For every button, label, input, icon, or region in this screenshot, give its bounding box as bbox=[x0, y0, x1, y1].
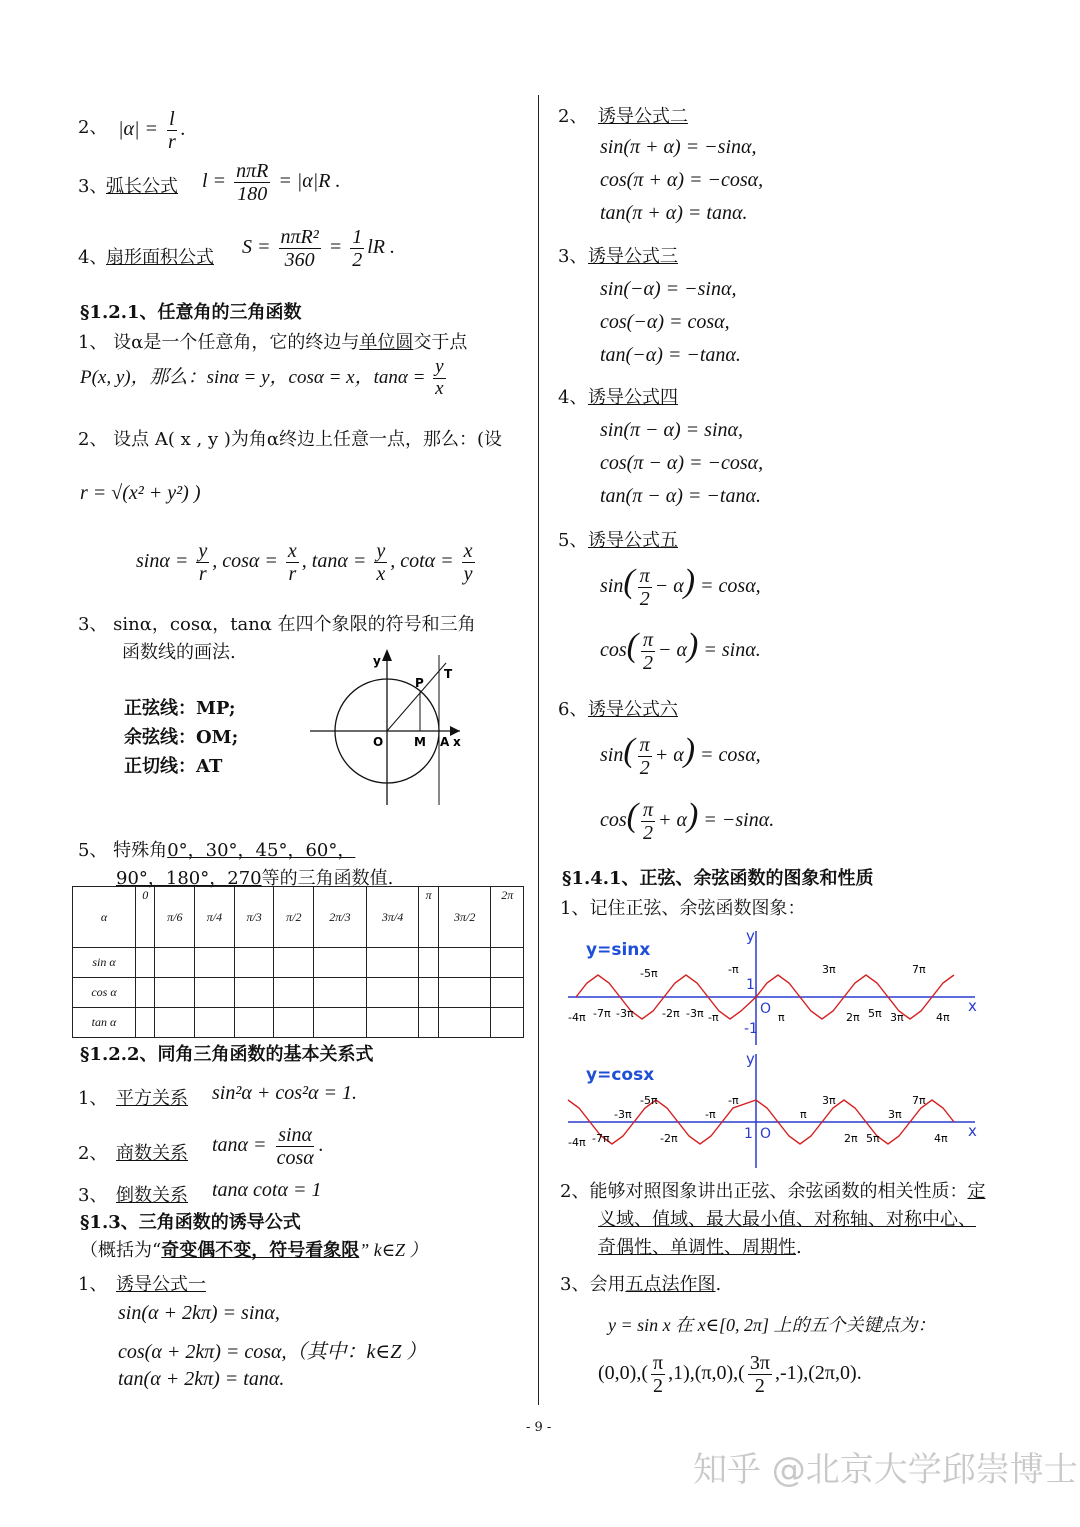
section-1-4-1-title: §1.4.1、正弦、余弦函数的图象和性质 bbox=[562, 868, 874, 889]
table-header-cell: 2π bbox=[491, 887, 524, 948]
svg-text:-3π: -3π bbox=[686, 1007, 704, 1020]
p5-line2: 90°，180°，270等的三角函数值. bbox=[116, 868, 394, 889]
p5-line1: 5、 特殊角0°，30°，45°，60°， bbox=[78, 840, 356, 861]
cosine-line-label: 余弦线：OM; bbox=[124, 727, 239, 748]
ind1-num: 1、 bbox=[78, 1274, 108, 1295]
svg-text:O: O bbox=[760, 1126, 772, 1142]
special-angle-table bbox=[72, 886, 524, 1038]
svg-text:3π: 3π bbox=[822, 963, 836, 976]
svg-text:-7π: -7π bbox=[592, 1132, 610, 1145]
svg-text:-π: -π bbox=[728, 1094, 739, 1107]
ind4-formula-1: sin(π − α) = sinα, bbox=[600, 419, 744, 441]
r1-num: 1、 bbox=[78, 1088, 108, 1109]
item-4-num: 4、 bbox=[78, 247, 108, 268]
watermark: 知乎 @北京大学邱崇博士 bbox=[693, 1450, 1078, 1490]
svg-text:-π: -π bbox=[728, 963, 739, 976]
svg-text:5π: 5π bbox=[868, 1007, 882, 1020]
p1-line1: 1、 设α是一个任意角，它的终边与单位圆交于点 bbox=[78, 332, 468, 353]
ind5-num: 5、 bbox=[558, 530, 588, 551]
ind6-formula-2: cos( $\frac{\pi}{2}$ + α) = −sinα. bbox=[600, 797, 775, 844]
ind3-label: 诱导公式三 bbox=[588, 246, 678, 267]
unit-circle-figure bbox=[300, 645, 470, 810]
table-header-cell: α bbox=[73, 887, 136, 948]
item-2-num: 2、 bbox=[78, 117, 108, 138]
table-header-cell: 3π/2 bbox=[438, 887, 491, 948]
sine-graph-title: y=sinx bbox=[586, 940, 651, 960]
graph-item-3: 3、会用五点法作图. bbox=[560, 1274, 722, 1295]
svg-text:3π: 3π bbox=[890, 1011, 904, 1024]
svg-text:3π: 3π bbox=[888, 1108, 902, 1121]
svg-text:y: y bbox=[746, 927, 755, 945]
svg-text:5π: 5π bbox=[866, 1132, 880, 1145]
ind4-formula-2: cos(π − α) = −cosα, bbox=[600, 452, 764, 474]
svg-text:-π: -π bbox=[705, 1108, 716, 1121]
graph-item-2-line1: 2、能够对照图象讲出正弦、余弦函数的相关性质：定 bbox=[560, 1181, 986, 1202]
five-key-points: (0,0),( $\frac{\pi}{2}$ ,1),(π,0),( $\frac{3\pi}{2}$ ,-1),(2π,0). bbox=[598, 1352, 862, 1397]
svg-text:2π: 2π bbox=[844, 1132, 858, 1145]
quotient-relation-formula: tanα = $\frac{\sin\alpha}{\cos\alpha}$ . bbox=[212, 1124, 324, 1169]
r2-num: 2、 bbox=[78, 1143, 108, 1164]
table-header-cell: π/3 bbox=[234, 887, 274, 948]
svg-text:4π: 4π bbox=[934, 1132, 948, 1145]
five-point-intro: y = sin x 在 x∈[0, 2π] 上的五个关键点为： bbox=[608, 1315, 936, 1335]
svg-text:π: π bbox=[778, 1011, 785, 1024]
fig-label-y: y bbox=[373, 654, 381, 668]
table-header-cell: 0 bbox=[136, 887, 155, 948]
ind6-label: 诱导公式六 bbox=[588, 699, 678, 720]
ind3-num: 3、 bbox=[558, 246, 588, 267]
ind1-label: 诱导公式一 bbox=[116, 1274, 206, 1295]
ind2-formula-2: cos(π + α) = −cosα, bbox=[600, 169, 764, 191]
ind5-label: 诱导公式五 bbox=[588, 530, 678, 551]
table-header-cell: π/4 bbox=[195, 887, 235, 948]
ind3-formula-1: sin(−α) = −sinα, bbox=[600, 278, 737, 300]
fig-label-t: T bbox=[444, 667, 453, 681]
sine-graph bbox=[560, 925, 985, 1050]
svg-text:-1: -1 bbox=[744, 1021, 758, 1037]
ind3-formula-2: cos(−α) = cosα, bbox=[600, 311, 730, 333]
svg-text:-4π: -4π bbox=[568, 1136, 586, 1149]
svg-text:O: O bbox=[760, 1001, 772, 1017]
section-1-2-1-title: §1.2.1、任意角的三角函数 bbox=[80, 302, 302, 323]
section-1-3-title: §1.3、三角函数的诱导公式 bbox=[80, 1212, 301, 1233]
ind1-formula-2: cos(α + 2kπ) = cosα,（其中：k∈Z ） bbox=[118, 1341, 427, 1363]
svg-text:-7π: -7π bbox=[593, 1007, 611, 1020]
ind2-formula-3: tan(π + α) = tanα. bbox=[600, 202, 748, 224]
svg-text:-4π: -4π bbox=[568, 1011, 586, 1024]
svg-text:-5π: -5π bbox=[640, 967, 658, 980]
arc-length-formula: l = $\frac{\text{nπR}}{180}$ = |α|R . bbox=[202, 160, 341, 205]
y-axis-arrow bbox=[382, 649, 392, 661]
arc-length-label: 弧长公式 bbox=[106, 176, 178, 197]
table-header-cell: π bbox=[419, 887, 438, 948]
ind2-num: 2、 bbox=[558, 106, 588, 127]
table-row-label: sin α bbox=[73, 948, 136, 978]
ind6-formula-1: sin( $\frac{\pi}{2}$ + α) = cosα, bbox=[600, 732, 761, 779]
svg-text:2π: 2π bbox=[846, 1011, 860, 1024]
section-1-3-subtitle: （概括为“奇变偶不变，符号看象限” k∈Z ） bbox=[80, 1240, 428, 1261]
formula-alpha-ratio: |α| = $\frac{l}{r}$ . bbox=[118, 108, 186, 153]
cosine-graph bbox=[560, 1048, 985, 1173]
table-row-label: tan α bbox=[73, 1008, 136, 1038]
p3-line1: 3、 sinα，cosα，tanα 在四个象限的符号和三角 bbox=[78, 614, 476, 635]
svg-text:x: x bbox=[968, 997, 977, 1015]
sector-area-formula: S = $\frac{\text{nπR²}}{360}$ = $\frac{1}{2}$ lR . bbox=[242, 226, 396, 271]
reciprocal-relation-formula: tanα cotα = 1 bbox=[212, 1179, 322, 1201]
tangent-line-label: 正切线：AT bbox=[124, 756, 223, 777]
svg-text:3π: 3π bbox=[822, 1094, 836, 1107]
fig-label-m: M bbox=[414, 735, 426, 749]
svg-text:-2π: -2π bbox=[662, 1007, 680, 1020]
svg-text:π: π bbox=[800, 1108, 807, 1121]
svg-text:1: 1 bbox=[744, 1126, 753, 1142]
fig-label-p: P bbox=[415, 676, 424, 690]
table-header-cell: 2π/3 bbox=[314, 887, 367, 948]
fig-label-x: x bbox=[453, 735, 461, 749]
ind6-num: 6、 bbox=[558, 699, 588, 720]
column-divider bbox=[538, 95, 539, 1405]
ind1-formula-3: tan(α + 2kπ) = tanα. bbox=[118, 1368, 285, 1390]
sector-area-label: 扇形面积公式 bbox=[106, 247, 214, 268]
table-header-cell: π/2 bbox=[274, 887, 314, 948]
square-relation-label: 平方关系 bbox=[116, 1088, 188, 1109]
ind2-label: 诱导公式二 bbox=[598, 106, 688, 127]
ind4-formula-3: tan(π − α) = −tanα. bbox=[600, 485, 761, 507]
p1-line2: P(x, y)，那么：sinα = y，cosα = x，tanα = $\frac{y}{x}$ bbox=[80, 356, 444, 399]
fig-label-o: O bbox=[373, 735, 384, 749]
table-header-cell: 3π/4 bbox=[366, 887, 419, 948]
fig-label-a: A bbox=[440, 735, 450, 749]
page-number: - 9 - bbox=[526, 1420, 552, 1435]
cosine-graph-title: y=cosx bbox=[586, 1065, 655, 1085]
ind4-num: 4、 bbox=[558, 387, 588, 408]
svg-text:x: x bbox=[968, 1122, 977, 1140]
ind1-formula-1: sin(α + 2kπ) = sinα, bbox=[118, 1302, 280, 1324]
svg-text:-π: -π bbox=[708, 1011, 719, 1024]
graph-item-2-line3: 奇偶性、单调性、周期性. bbox=[598, 1237, 802, 1258]
sine-line-label: 正弦线：MP; bbox=[124, 698, 236, 719]
p3-line2: 函数线的画法. bbox=[122, 642, 236, 663]
terminal-side bbox=[387, 663, 446, 731]
item-3-num: 3、 bbox=[78, 176, 108, 197]
svg-text:-3π: -3π bbox=[614, 1108, 632, 1121]
svg-text:7π: 7π bbox=[912, 963, 926, 976]
reciprocal-relation-label: 倒数关系 bbox=[116, 1185, 188, 1206]
ind3-formula-3: tan(−α) = −tanα. bbox=[600, 344, 741, 366]
graph-item-1: 1、记住正弦、余弦函数图象： bbox=[560, 898, 806, 919]
ind5-formula-2: cos( $\frac{\pi}{2}$ − α) = sinα. bbox=[600, 627, 761, 674]
table-row-label: cos α bbox=[73, 978, 136, 1008]
svg-text:-3π: -3π bbox=[616, 1007, 634, 1020]
svg-text:7π: 7π bbox=[912, 1094, 926, 1107]
section-1-2-2-title: §1.2.2、同角三角函数的基本关系式 bbox=[80, 1044, 374, 1065]
p2-formula: sinα = $\frac{y}{r}$ , cosα = $\frac{x}{r}$ , tanα = $\frac{y}{x}$ , cotα = $\frac{x}{y}$ bbox=[136, 540, 473, 585]
p2-radius: r = √(x² + y²) ) bbox=[80, 482, 201, 504]
svg-text:-5π: -5π bbox=[640, 1094, 658, 1107]
quotient-relation-label: 商数关系 bbox=[116, 1143, 188, 1164]
ind5-formula-1: sin( $\frac{\pi}{2}$ − α) = cosα, bbox=[600, 563, 761, 610]
table-header-cell: π/6 bbox=[155, 887, 195, 948]
ind2-formula-1: sin(π + α) = −sinα, bbox=[600, 136, 757, 158]
p2-line1: 2、 设点 A( x , y )为角α终边上任意一点，那么：(设 bbox=[78, 429, 503, 450]
svg-text:4π: 4π bbox=[936, 1011, 950, 1024]
square-relation-formula: sin²α + cos²α = 1. bbox=[212, 1082, 357, 1104]
svg-text:y: y bbox=[746, 1050, 755, 1068]
graph-item-2-line2: 义域、值域、最大最小值、对称轴、对称中心、 bbox=[598, 1209, 976, 1230]
svg-text:-2π: -2π bbox=[660, 1132, 678, 1145]
svg-text:1: 1 bbox=[746, 977, 755, 993]
ind4-label: 诱导公式四 bbox=[588, 387, 678, 408]
r3-num: 3、 bbox=[78, 1185, 108, 1206]
